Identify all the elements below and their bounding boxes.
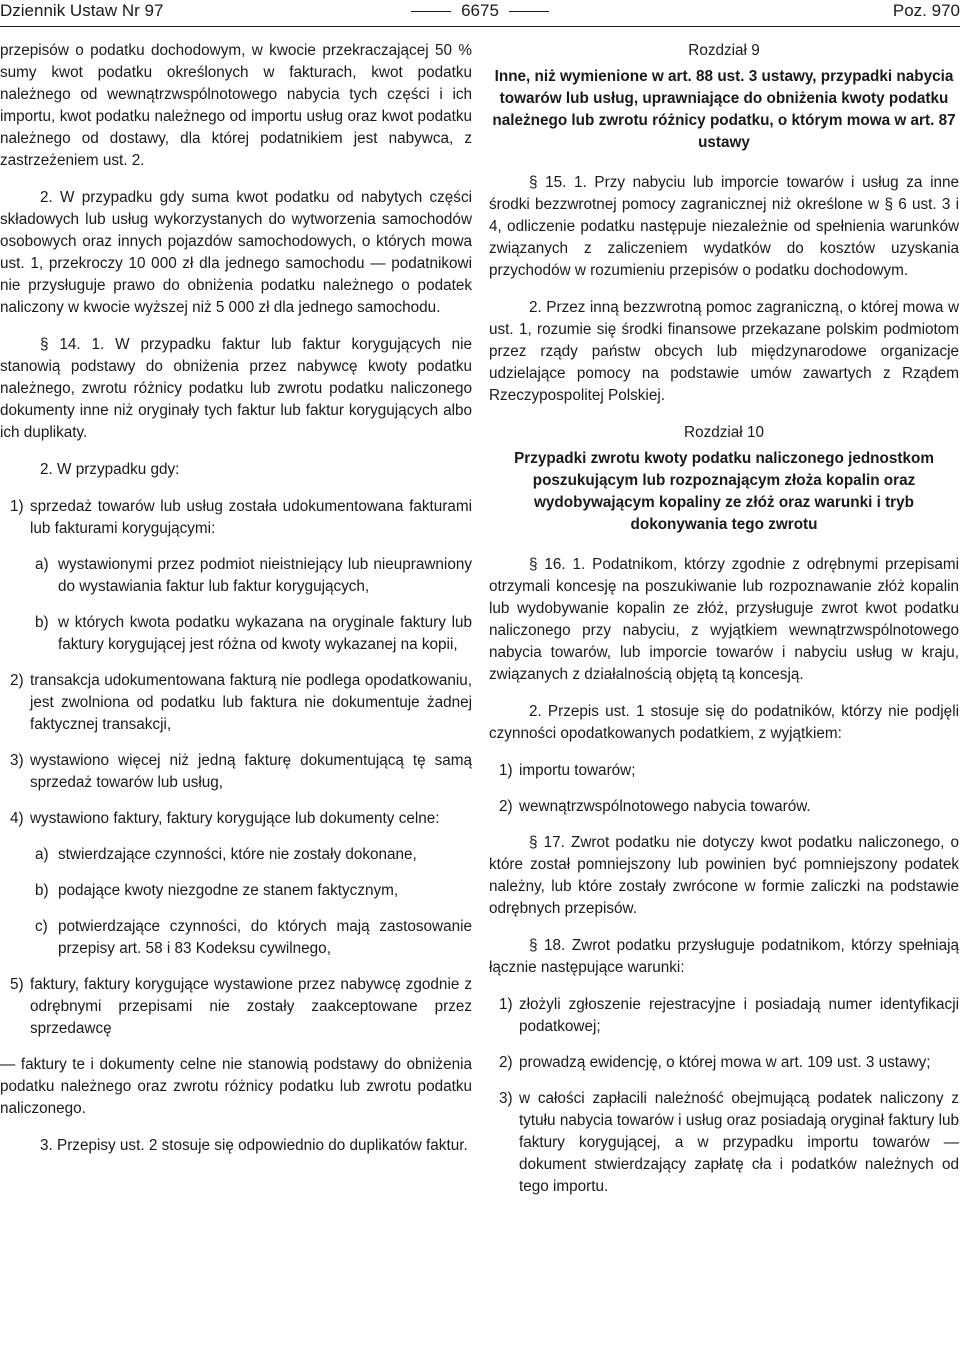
paragraph-14-1: § 14. 1. W przypadku faktur lub faktur korygujących nie stanowią podstawy do obniżenia przez nabywcę kwoty podatku należnego, zwrotu różnicy podatku lub zwrotu podatku naliczonego dokumenty inne niż oryginały tych faktur lub faktur korygujących albo ich duplikaty. [0,336,472,441]
list-item [0,844,472,866]
list-item [489,1052,959,1074]
item-letter: b) [35,882,49,899]
item-text: sprzedaż towarów lub usług została udokumentowana fakturami lub fakturami korygującymi: [30,498,472,537]
position-number: Poz. 970 [892,1,960,20]
paragraph-14-2: 2. W przypadku gdy: [40,461,180,478]
item-text: wewnątrzwspólnotowego nabycia towarów. [519,798,811,815]
item-number: 2) [499,798,513,815]
paragraph-16-1: § 16. 1. Podatnikom, którzy zgodnie z odrębnymi przepisami otrzymali koncesję na poszukiwanie lub rozpoznawanie złóż kopalin lub wydobywanie kopalin ze złóż, przysługuje zwrot kwot podatku naliczonego przy nabyciu, z wyjątkiem wewnątrzwspólnotowego nabycia towarów, lub imporcie towarów i nabyciu usług w kraju, związanych z działalnością objętą tą koncesją. [489,556,959,683]
list-item [0,750,472,794]
left-column [0,40,472,1172]
list-item [489,796,959,818]
item-text: wystawiono faktury, faktury korygujące lub dokumenty celne: [30,810,440,827]
list-item [0,496,472,540]
header-dash-right [509,11,549,12]
list-item [0,916,472,960]
item-letter: b) [35,614,49,631]
item-text: wystawiono więcej niż jedną fakturę dokumentującą tę samą sprzedaż towarów lub usług, [30,752,472,791]
item-number: 2) [499,1054,513,1071]
list-item [489,1088,959,1198]
header-dash-left [411,11,451,12]
item-text: potwierdzające czynności, do których mają zastosowanie przepisy art. 58 i 83 Kodeksu cywilnego, [58,918,472,957]
item-number: 1) [10,498,24,515]
item-text: faktury, faktury korygujące wystawione przez nabywcę zgodnie z odrębnymi przepisami nie zostały zaakceptowane przez sprzedawcę [30,976,472,1037]
chapter-title: Przypadki zwrotu kwoty podatku naliczonego jednostkom poszukującym lub rozpoznającym złoża kopalin oraz wydobywającym kopaliny ze złóż oraz warunki i tryb dokonywania tego zwrotu [514,450,934,533]
item-text: podające kwoty niezgodne ze stanem faktycznym, [58,882,399,899]
list-item [0,974,472,1040]
item-text: w których kwota podatku wykazana na oryginale faktury lub faktury korygującej jest różna od kwoty wykazanej na kopii, [58,614,472,653]
right-column [489,40,959,1212]
item-text: importu towarów; [519,762,636,779]
item-number: 1) [499,762,513,779]
item-number: 5) [10,976,24,993]
journal-title: Dziennik Ustaw Nr 97 [0,1,164,20]
item-text: w całości zapłacili należność obejmującą podatek naliczony z tytułu nabycia towarów i usług oraz posiadają oryginał faktury lub faktury korygującej, a w przypadku importu towarów — dokument stwierdzający zapłatę cła i podatków należnych od tego importu. [519,1090,959,1195]
paragraph-17: § 17. Zwrot podatku nie dotyczy kwot podatku naliczonego, o które został pomniejszony lub powinien być pomniejszony podatek należny, lub które zostały zwrócone w formie zaliczki na podstawie odrębnych przepisów. [489,834,959,917]
paragraph-continuation: przepisów o podatku dochodowym, w kwocie przekraczającej 50 % sumy kwot podatku określonych w fakturach, kwot podatku należnego od wewnątrzwspólnotowego nabycia tych części i ich importu, kwot podatku należnego od importu usług oraz kwot podatku należnego od dostawy, dla której podatnikiem jest nabywca, z zastrzeżeniem ust. 2. [0,42,472,169]
item-text: transakcja udokumentowana fakturą nie podlega opodatkowaniu, jest zwolniona od podatku lub faktura nie dokumentuje żadnej faktycznej transakcji, [30,672,472,733]
list-item [0,612,472,656]
chapter-heading: Rozdział 10 [684,424,764,441]
page-header [0,0,960,26]
item-letter: c) [35,918,48,935]
chapter-heading: Rozdział 9 [688,42,760,59]
item-number: 2) [10,672,24,689]
header-rule [0,26,960,27]
item-number: 4) [10,810,24,827]
item-letter: a) [35,556,49,573]
paragraph-15-1: § 15. 1. Przy nabyciu lub imporcie towarów i usług za inne środki bezzwrotnej pomocy zagranicznej niż określone w § 6 ust. 3 i 4, odliczenie podatku następuje niezależnie od spełnienia warunków związanych z zaliczeniem wydatków do kosztów uzyskania przychodów w rozumieniu przepisów o podatku dochodowym. [489,174,959,279]
list-item [0,670,472,736]
page-number-block [0,0,960,22]
item-text: prowadzą ewidencję, o której mowa w art. 109 ust. 3 ustawy; [519,1054,931,1071]
item-text: stwierdzające czynności, które nie zostały dokonane, [58,846,417,863]
paragraph-13-2: 2. W przypadku gdy suma kwot podatku od nabytych części składowych lub usług wykorzystanych do wytworzenia samochodów osobowych oraz innych pojazdów samochodowych, o których mowa ust. 1, przekroczy 10 000 zł dla jednego samochodu — podatnikowi nie przysługuje prawo do obniżenia podatku należnego o podatek naliczony w kwocie wyższej niż 5 000 zł dla jednego samochodu. [0,189,472,316]
item-number: 1) [499,996,513,1013]
item-text: złożyli zgłoszenie rejestracyjne i posiadają numer identyfikacji podatkowej; [519,996,959,1035]
item-text: wystawionymi przez podmiot nieistniejący lub nieuprawniony do wystawiania faktur lub faktur korygujących, [58,556,472,595]
list-item [0,554,472,598]
list-item [489,994,959,1038]
paragraph-14-3: 3. Przepisy ust. 2 stosuje się odpowiednio do duplikatów faktur. [40,1137,468,1154]
chapter-title: Inne, niż wymienione w art. 88 ust. 3 ustawy, przypadki nabycia towarów lub usług, uprawniające do obniżenia kwoty podatku należnego lub zwrotu różnicy podatku, o którym mowa w art. 87 ustawy [492,68,956,151]
paragraph-18: § 18. Zwrot podatku przysługuje podatnikom, którzy spełniają łącznie następujące warunki: [489,937,959,976]
item-letter: a) [35,846,49,863]
item-number: 3) [10,752,24,769]
item-number: 3) [499,1090,513,1107]
list-item [489,760,959,782]
paragraph-15-2: 2. Przez inną bezzwrotną pomoc zagraniczną, o której mowa w ust. 1, rozumie się środki finansowe przekazane polskim podmiotom przez rządy państw obcych lub międzynarodowe organizacje udzielające pomocy na podstawie umów zawartych z Rządem Rzeczypospolitej Polskiej. [489,299,959,404]
dash-clause: — faktury te i dokumenty celne nie stanowią podstawy do obniżenia podatku należnego oraz zwrotu różnicy podatku lub zwrotu podatku naliczonego. [0,1056,472,1117]
page-number: 6675 [461,1,499,20]
list-item [0,880,472,902]
paragraph-16-2: 2. Przepis ust. 1 stosuje się do podatników, którzy nie podjęli czynności opodatkowanych podatkiem, z wyjątkiem: [489,703,959,742]
list-item [0,808,472,830]
